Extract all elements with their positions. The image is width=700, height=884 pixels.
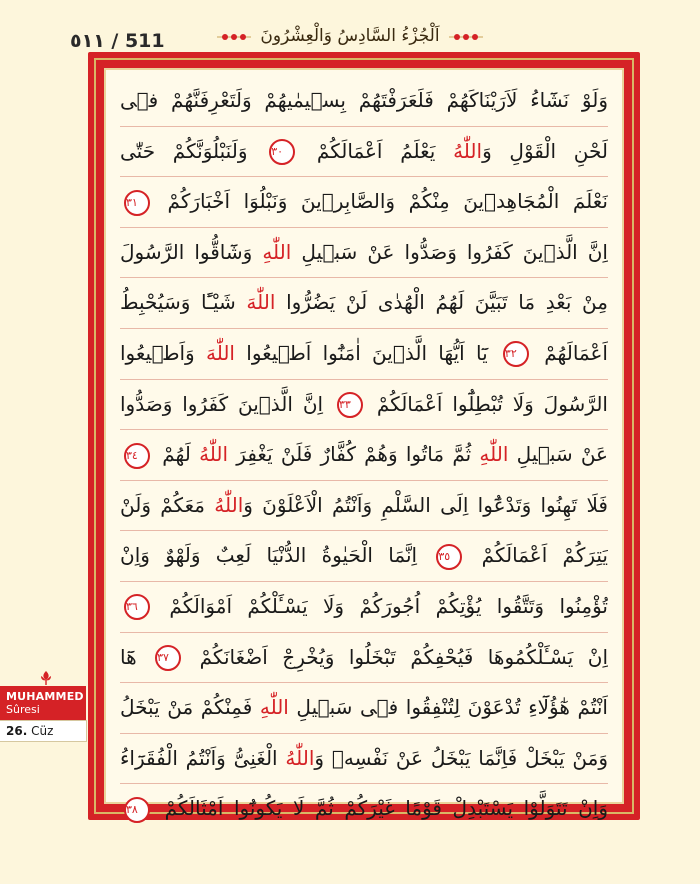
verse-text: ثُمَّ مَاتُوا وَهُمْ كُفَّارٌ فَلَنْ يَغْفِرَ <box>228 442 480 467</box>
surah-name: MUHAMMED <box>6 690 84 703</box>
verse-text: وَمَنْ يَبْخَلْ فَاِنَّمَا يَبْخَلُ عَنْ نَفْسِهٖ وَ <box>314 745 608 770</box>
verse-text: مَعَكُمْ وَلَنْ <box>120 492 215 517</box>
verse-text: اَنْتُمْ هٰٓؤُلَٓاءِ تُدْعَوْنَ لِتُنْفِقُوا فٖى سَبٖيلِ <box>288 695 608 720</box>
ayah-number-marker: ٣٦ <box>124 594 150 620</box>
verse-line <box>120 531 608 582</box>
ayah-number-marker: ٣٠ <box>269 139 295 165</box>
verse-line <box>120 228 608 279</box>
verse-line <box>120 127 608 178</box>
juz-badge <box>0 720 87 742</box>
divine-name: اللّٰهُ <box>285 745 315 770</box>
verse-line <box>120 76 608 127</box>
ayah-number-marker: ٣٢ <box>503 341 529 367</box>
ayah-number-marker: ٣٧ <box>155 645 181 671</box>
verse-line <box>120 582 608 633</box>
verse-text: وَاِنْ تَتَوَلَّوْا يَسْتَبْدِلْ قَوْمًا غَيْرَكُمْ ثُمَّ لَا يَكُونُٓوا اَمْثَالَكُمْ <box>154 796 608 821</box>
divine-name: اللّٰهُ <box>214 492 244 517</box>
verse-line <box>120 430 608 481</box>
divine-name: اللّٰهَ <box>246 290 276 315</box>
ayah-number-marker: ٣٥ <box>436 544 462 570</box>
divine-name: اللّٰهُ <box>453 138 483 163</box>
verse-text: اِنَّمَا الْحَيٰوةُ الدُّنْيَا لَعِبٌ وَلَهْوٌ وَاِنْ <box>120 543 433 568</box>
verse-text: نَعْلَمَ الْمُجَاهِدٖينَ مِنْكُمْ وَالصَّابِرٖينَ وَنَبْلُوَا اَخْبَارَكُمْ <box>154 189 608 214</box>
verse-text: وَشَٓاقُّوا الرَّسُولَ <box>120 239 263 264</box>
juz-header <box>0 26 700 46</box>
ornament-right-icon <box>449 31 483 43</box>
surah-label: Sûresi <box>6 703 40 716</box>
side-tab <box>0 670 86 742</box>
juz-number: 26. <box>6 724 28 738</box>
verse-text: وَاَطٖيعُوا <box>120 340 206 365</box>
verse-line <box>120 481 608 532</box>
verse-text: يَعْلَمُ اَعْمَالَكُمْ <box>299 138 454 163</box>
verse-line <box>120 329 608 380</box>
tulip-icon <box>38 670 54 686</box>
verse-text: لَحْنِ الْقَوْلِ وَ <box>482 138 608 163</box>
verse-text: اِنَّ الَّذٖينَ كَفَرُوا وَصَدُّوا <box>120 391 333 416</box>
verse-line <box>120 683 608 734</box>
juz-title: اَلْجُزْءُ السَّادِسُ وَالْعِشْرُونَ <box>260 26 440 46</box>
verse-line <box>120 734 608 785</box>
verse-text: مِنْ بَعْدِ مَا تَبَيَّنَ لَهُمُ الْهُدٰى لَنْ يَضُرُّوا <box>275 290 608 315</box>
ayah-number-marker: ٣١ <box>124 190 150 216</box>
verse-text: يَتِرَكُمْ اَعْمَالَكُمْ <box>466 543 608 568</box>
ornament-left-icon <box>217 31 251 43</box>
divine-name: اللّٰهِ <box>262 239 292 264</box>
verse-text: هَٓا <box>120 644 152 669</box>
surah-badge <box>0 686 86 720</box>
verse-line <box>120 177 608 228</box>
page-frame <box>88 52 640 820</box>
verse-text: الرَّسُولَ وَلَا تُبْطِلُٓوا اَعْمَالَكُمْ <box>366 391 608 416</box>
verse-text: تُؤْمِنُوا وَتَتَّقُوا يُؤْتِكُمْ اُجُورَكُمْ وَلَا يَسْـَٔلْكُمْ اَمْوَالَكُمْ <box>154 593 608 618</box>
ayah-number-marker: ٣٨ <box>124 797 150 823</box>
verse-line <box>120 784 608 834</box>
verse-text: وَلَنَبْلُوَنَّكُمْ حَتّٰى <box>120 138 266 163</box>
divine-name: اللّٰهِ <box>479 442 509 467</box>
verse-text: عَنْ سَبٖيلِ <box>508 442 608 467</box>
verse-text: لَهُمْ <box>154 442 200 467</box>
verse-text: اِنَّ الَّذٖينَ كَفَرُوا وَصَدُّوا عَنْ سَبٖيلِ <box>291 239 608 264</box>
verse-text-area <box>120 76 608 821</box>
divine-name: اللّٰهَ <box>205 340 235 365</box>
verse-text: وَلَوْ نَشَٓاءُ لَاَرَيْنَاكَهُمْ فَلَعَرَفْتَهُمْ بِسٖيمٰيهُمْ وَلَتَعْرِفَنَّهُمْ فٖى <box>120 88 608 112</box>
verse-text: يَٓا اَيُّهَا الَّذٖينَ اٰمَنُٓوا اَطٖيعُوا <box>234 340 499 365</box>
verse-text: اِنْ يَسْـَٔلْكُمُوهَا فَيُحْفِكُمْ تَبْخَلُوا وَيُخْرِجْ اَضْغَانَكُمْ <box>185 644 608 669</box>
verse-line <box>120 278 608 329</box>
verse-text: اَعْمَالَهُمْ <box>532 340 608 365</box>
text-panel <box>104 68 624 821</box>
verse-line <box>120 380 608 431</box>
verse-text: الْغَنِىُّ وَاَنْتُمُ الْفُقَرَٓاءُ <box>120 745 286 770</box>
divine-name: اللّٰهُ <box>199 442 229 467</box>
verse-text: فَمِنْكُمْ مَنْ يَبْخَلُ <box>120 695 260 720</box>
page-number: ٥١١ / 511 <box>70 30 165 52</box>
juz-label: Cüz <box>31 724 54 738</box>
verse-text: فَلَا تَهِنُوا وَتَدْعُٓوا اِلَى السَّلْمِ وَاَنْتُمُ الْاَعْلَوْنَ وَ <box>243 492 608 517</box>
verse-line <box>120 633 608 684</box>
divine-name: اللّٰهِ <box>259 695 289 720</box>
ayah-number-marker: ٣٣ <box>337 392 363 418</box>
ayah-number-marker: ٣٤ <box>124 443 150 469</box>
verse-text: شَيْـًٔا وَسَيُحْبِطُ <box>120 290 247 315</box>
